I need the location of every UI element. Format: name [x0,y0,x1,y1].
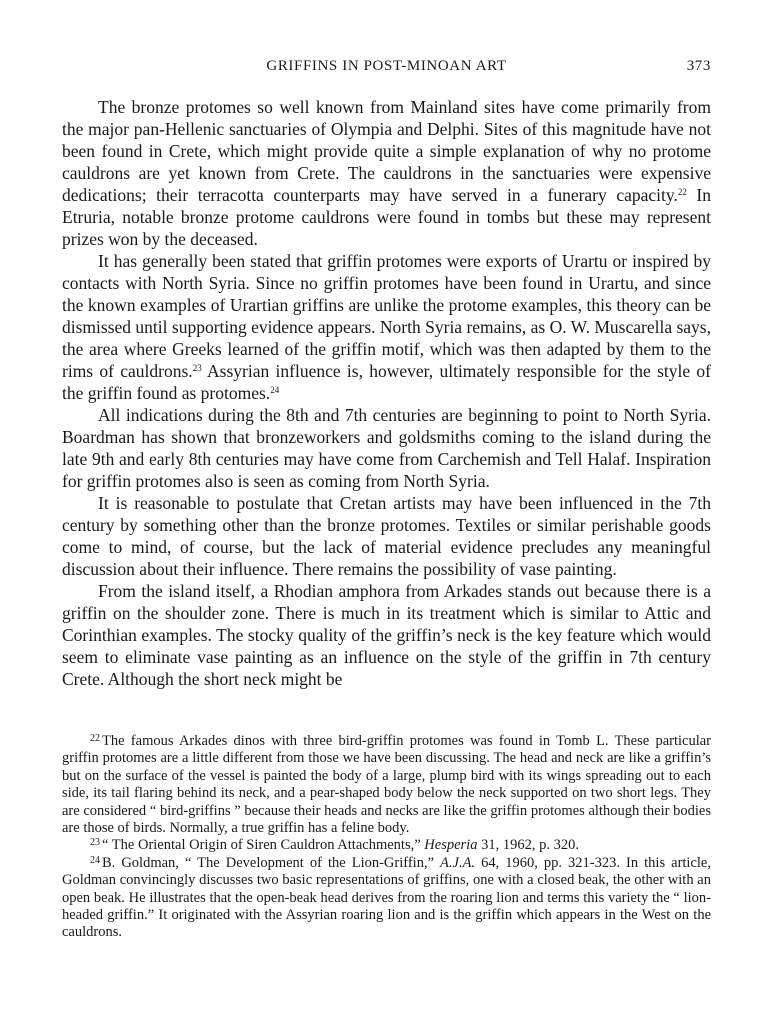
paragraph-text: Assyrian influence is, however, ultimately responsible for the style of the griffin found as protomes. [62,361,711,403]
body-text [62,96,711,690]
journal-title: A.J.A. [440,854,476,871]
footnote-ref-22: 22 [677,187,687,197]
footnote-ref-24: 24 [270,385,280,395]
paragraph-text: All indications during the 8th and 7th centuries are beginning to point to North Syria. Boardman has shown that bronzeworkers and goldsmiths coming to the island during the late 9th and early 8th centuries may have come from Carchemish and Tell Halaf. Inspiration for griffin protomes also is seen as coming from North Syria. [62,405,711,491]
footnote-22 [62,733,711,837]
paragraph-2 [62,250,711,404]
paragraph-1 [62,96,711,250]
paragraph-text: The bronze protomes so well known from Mainland sites have come primarily from the major pan-Hellenic sanctuaries of Olympia and Delphi. Sites of this magnitude have not been found in Crete, which might provide quite a simple explanation of why no protome cauldrons are yet known from Crete. The cauldrons in the sanctuaries were expensive dedications; their terracotta counterparts may have served in a funerary capacity. [62,97,711,205]
paragraph-text: It is reasonable to postulate that Cretan artists may have been influenced in the 7th century by something other than the bronze protomes. Textiles or similar perishable goods come to mind, of course, but the lack of material evidence precludes any meaningful discussion about their influence. There remains the possibility of vase painting. [62,493,711,579]
footnote-24 [62,855,711,942]
footnote-number: 24 [90,854,100,866]
footnote-text: B. Goldman, “ The Development of the Lion-Griffin,” [102,854,441,871]
footnote-ref-23: 23 [192,363,202,373]
footnote-number: 23 [90,837,100,849]
paragraph-text: It has generally been stated that griffin protomes were exports of Urartu or inspired by contacts with North Syria. Since no griffin protomes have been found in Urartu, and since the known examples of Urartian griffins are unlike the protome examples, this theory can be dismissed until supporting evidence appears. North Syria remains, as O. W. Muscarella says, the area where Greeks learned of the griffin motif, which was then adapted by them to the rims of cauldrons. [62,251,711,381]
paragraph-text: In Etruria, notable bronze protome cauldrons were found in tombs but these may represent prizes won by the deceased. [62,185,712,249]
page-number: 373 [686,58,711,74]
footnote-text: “ The Oriental Origin of Siren Cauldron Attachments,” [102,837,425,854]
footnotes [62,733,711,942]
journal-title: Hesperia [424,837,478,854]
paragraph-3 [62,404,711,492]
running-title: GRIFFINS IN POST-MINOAN ART [266,58,507,74]
footnote-number: 22 [90,733,100,744]
running-head [62,58,711,84]
paragraph-5 [62,580,711,690]
footnote-text: 31, 1962, p. 320. [477,837,579,854]
footnote-23 [62,837,711,854]
paragraph-text: From the island itself, a Rhodian amphora from Arkades stands out because there is a griffin on the shoulder zone. There is much in its treatment which is similar to Attic and Corinthian examples. The stocky quality of the griffin’s neck is the key feature which would seem to eliminate vase painting as an influence on the style of the griffin in 7th century Crete. Although the short neck might be [62,581,711,689]
footnote-text: The famous Arkades dinos with three bird-griffin protomes was found in Tomb L. These particular griffin protomes are a little different from those we have been discussing. The head and neck are like a griffin’s but on the surface of the vessel is painted the body of a large, plump bird with its wings spreading out to each side, its tail flaring behind its neck, and a pear-shaped body below the neck supported on two short legs. They are considered “ bird-griffins ” because their heads and necks are like the griffin protomes although their bodies are those of birds. Normally, a true griffin has a feline body. [62,733,711,837]
paragraph-4 [62,492,711,580]
footnote-text: 64, 1960, pp. 321-323. In this article, Goldman convincingly discusses two basic representations of griffins, one with a closed beak, the other with an open beak. He illustrates that the open-beak head derives from the roaring lion and terms this variety the “ lion-headed griffin.” It originated with the Assyrian roaring lion and is the griffin which appears in the West on the cauldrons. [62,854,711,941]
